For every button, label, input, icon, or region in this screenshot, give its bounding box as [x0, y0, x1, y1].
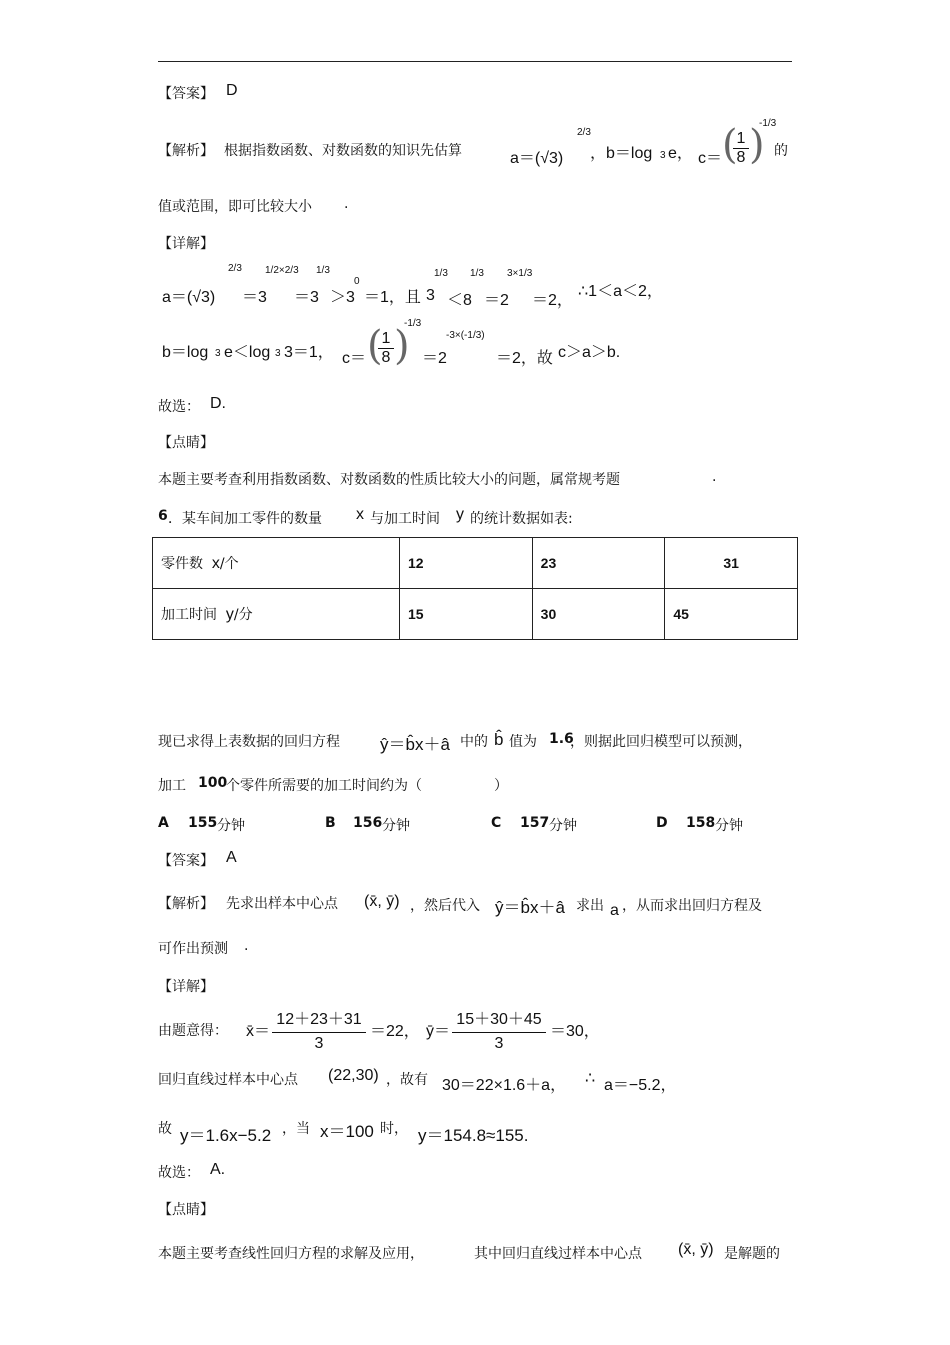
d1-eq2-exp: 3×1/3	[507, 268, 533, 279]
d2-b-sub: 3	[215, 348, 221, 359]
slope-value: 1.6	[549, 731, 574, 747]
regression-result: y＝1.6x−5.2	[180, 1126, 272, 1145]
analysis-a-var: a	[610, 902, 619, 919]
choose-answer: A.	[210, 1161, 226, 1178]
d1-lt8: ＜8	[447, 292, 472, 309]
choose-label: 故选：	[158, 1165, 200, 1181]
shi-label: 时，	[380, 1121, 408, 1137]
q-line2-c: ）	[494, 778, 508, 794]
d1-eq2b: ＝2，	[532, 292, 573, 309]
q-line1-a: 现已求得上表数据的回归方程	[158, 734, 340, 750]
math-c-exp: -1/3	[759, 118, 777, 129]
d2-eq2: ＝2，故	[496, 350, 553, 367]
therefore-symbol: ∴	[585, 1070, 596, 1087]
top-rule	[158, 61, 792, 62]
d1-3: 3	[426, 287, 435, 304]
answer-value: D	[226, 82, 238, 99]
hundred: 100	[198, 775, 228, 791]
analysis-equation: ŷ＝b̂x＋â	[495, 898, 565, 917]
so-label: 故	[158, 1121, 172, 1137]
option-c-unit: 分钟	[549, 818, 577, 834]
x-value: x＝100	[320, 1122, 374, 1141]
d1-mid-exp: 1/2×2/3	[265, 265, 299, 276]
question-var-y: y	[456, 506, 464, 523]
comment-c: 是解题的	[724, 1246, 780, 1262]
table-cell: 23	[532, 538, 665, 589]
analysis-line2: 可作出预测	[158, 941, 228, 957]
detail-intro: 由题意得：	[158, 1023, 228, 1039]
question-var-x: x	[356, 506, 364, 523]
comment-label: 【点睛】	[158, 435, 214, 451]
analysis-a: 先求出样本中心点	[226, 896, 338, 912]
option-b-letter: B	[325, 815, 336, 831]
analysis-label: 【解析】	[158, 896, 214, 912]
paren-right: )	[394, 323, 410, 369]
comment-a: 本题主要考查线性回归方程的求解及应用，	[158, 1246, 424, 1262]
table-cell: 15	[400, 589, 533, 640]
d1-mid2: ＝3	[294, 289, 319, 306]
d1-eq2: ＝2	[484, 292, 509, 309]
prediction-result: y＝154.8≈155.	[418, 1126, 529, 1145]
d2-c-frac: $\frac{1}{8}$	[378, 330, 394, 367]
comment-label: 【点睛】	[158, 1202, 214, 1218]
math-c-frac: $\frac{1}{8}$	[733, 130, 749, 167]
d2-b2: e＜log	[224, 344, 271, 361]
b-hat: b̂	[494, 730, 504, 749]
d2-c: c＝	[342, 350, 367, 367]
d2-b3: 3＝1，	[284, 344, 334, 361]
question-stem-c: 的统计数据如表:	[470, 511, 573, 527]
math-a-expr: a＝(√3)	[510, 150, 564, 167]
y-bar: ȳ＝	[426, 1023, 451, 1040]
d2-c-exp: -1/3	[404, 318, 422, 329]
choose-answer: D.	[210, 395, 226, 412]
x-mean-fraction	[272, 1006, 366, 1053]
y-mean-fraction	[452, 1006, 546, 1053]
center-point: (22,30)	[328, 1067, 379, 1084]
option-a-letter: A	[158, 815, 169, 831]
when-label: ，当	[282, 1121, 310, 1137]
question-number: 6	[158, 508, 168, 524]
q-line2-a: 加工	[158, 778, 186, 794]
answer-label: 【答案】	[158, 86, 214, 102]
option-c-letter: C	[491, 815, 502, 831]
d1-gt: ＞3	[330, 289, 355, 306]
math-a-exp: 2/3	[577, 127, 591, 138]
question-stem-a: ．某车间加工零件的数量	[168, 511, 322, 527]
table-row	[153, 538, 798, 589]
d2-b2-sub: 3	[275, 348, 281, 359]
comment-center: (x̄, ȳ)	[678, 1241, 714, 1258]
q-line2-b: 个零件所需要的加工时间约为（	[226, 778, 422, 794]
table-cell: 12	[400, 538, 533, 589]
y-mean-numerator: 15＋30＋45	[456, 1011, 542, 1028]
analysis-c: 求出	[576, 898, 604, 914]
d1-lt8-exp: 1/3	[470, 268, 484, 279]
answer-value: A	[226, 849, 237, 866]
option-d-unit: 分钟	[715, 818, 743, 834]
d1-a: a＝(√3)	[162, 289, 216, 306]
paren-right: )	[749, 122, 765, 168]
a-value: a＝−5.2，	[604, 1077, 677, 1094]
q-line1-c: 值为	[509, 734, 537, 750]
analysis-line2-dot: .	[244, 938, 249, 954]
d1-one: ＝1，且	[364, 289, 421, 306]
analysis-label: 【解析】	[158, 143, 214, 159]
option-a-num: 155	[188, 815, 218, 831]
x-mean-result: ＝22，	[370, 1023, 420, 1040]
table-cell: 30	[532, 589, 665, 640]
d1-conclusion: ∴1＜a＜2，	[578, 283, 663, 300]
analysis-line2: 值或范围，即可比较大小	[158, 199, 312, 215]
q-line1-b: 中的	[460, 734, 488, 750]
analysis-b: ，然后代入	[410, 898, 480, 914]
d2-eq: ＝2	[422, 350, 447, 367]
d1-gt-exp: 0	[354, 276, 360, 287]
q-line1-d: ，则据此回归模型可以预测，	[570, 734, 752, 750]
comment-dot: .	[712, 469, 717, 485]
comment-b: 其中回归直线过样本中心点	[474, 1246, 642, 1262]
x-bar: x̄＝	[246, 1023, 271, 1040]
choose-label: 故选：	[158, 399, 200, 415]
y-mean-denominator: 3	[452, 1032, 546, 1053]
x-mean-numerator: 12＋23＋31	[276, 1011, 362, 1028]
y-mean-result: ＝30，	[550, 1023, 600, 1040]
regression-equation: ŷ＝b̂x＋â	[380, 735, 450, 754]
option-a-unit: 分钟	[217, 818, 245, 834]
table-cell: 31	[665, 538, 798, 589]
paren-left: (	[722, 122, 738, 168]
math-b-expr: ，b＝log	[590, 145, 653, 162]
d1-3-exp: 1/3	[434, 268, 448, 279]
math-c-expr: c＝	[698, 150, 723, 167]
table-row-header: 加工时间 y/分	[153, 589, 400, 640]
center-line-b: ，故有	[386, 1072, 428, 1088]
math-b-sub: 3	[660, 150, 666, 161]
d1-a-exp: 2/3	[228, 263, 242, 274]
d2-b: b＝log	[162, 344, 209, 361]
detail-label: 【详解】	[158, 236, 214, 252]
d2-conclusion: c＞a＞b.	[558, 344, 621, 361]
math-b-tail: e，	[668, 145, 693, 162]
option-c-num: 157	[520, 815, 550, 831]
table-row	[153, 589, 798, 640]
analysis-d: ，从而求出回归方程及	[622, 898, 762, 914]
math-c-tail: 的	[774, 143, 788, 159]
question-stem-b: 与加工时间	[370, 511, 440, 527]
detail-label: 【详解】	[158, 979, 214, 995]
d2-eq-exp: -3×(-1/3)	[446, 330, 485, 341]
sample-center: (x̄, ȳ)	[364, 893, 400, 910]
substitution-equation: 30＝22×1.6＋a，	[442, 1077, 567, 1094]
d1-mid2-exp: 1/3	[316, 265, 330, 276]
paren-left: (	[367, 323, 383, 369]
d1-mid: ＝3	[242, 289, 267, 306]
option-b-unit: 分钟	[382, 818, 410, 834]
table-cell: 45	[665, 589, 798, 640]
answer-label: 【答案】	[158, 853, 214, 869]
analysis-line2-dot: .	[344, 196, 349, 212]
option-b-num: 156	[353, 815, 383, 831]
option-d-num: 158	[686, 815, 716, 831]
comment-text: 本题主要考查利用指数函数、对数函数的性质比较大小的问题，属常规考题	[158, 472, 620, 488]
analysis-text: 根据指数函数、对数函数的知识先估算	[224, 143, 462, 159]
center-line-a: 回归直线过样本中心点	[158, 1072, 298, 1088]
table-row-header: 零件数 x/个	[153, 538, 400, 589]
data-table	[152, 537, 798, 640]
option-d-letter: D	[656, 815, 668, 831]
x-mean-denominator: 3	[272, 1032, 366, 1053]
